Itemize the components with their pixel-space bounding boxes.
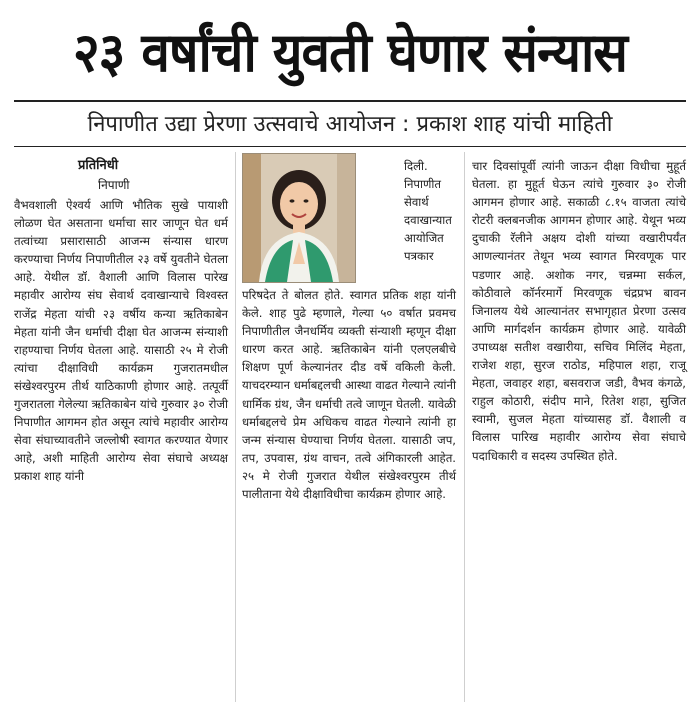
article-column-1 — [14, 196, 228, 486]
column-2-text: परिषदेत ते बोलत होते. स्वागत प्रतिक शहा यांनी केले. शाह पुढे म्हणाले, गेल्या ५० वर्षात प्रवमच निपाणीतील जैनधर्मिय व्यक्ती संन्याशी म्हणून दीक्षा धारण करत आहे. ऋतिकाबेन यांनी एलएलबीचे शिक्षण पूर्ण केल्यानंतर दीड वर्षे वकिली केली. याचदरम्यान धर्माबद्दलची आस्था वाढत गेल्याने त्यांनी धार्मिक ग्रंथ, जैन धर्माची तत्वे जाणून घेतली. यावेळी धर्माबद्दलचे प्रेम अधिकच वाढत गेल्याने त्यांनी हा जन्म संन्यास घेण्याचा निर्णय घेतला. यासाठी जप, तप, उपवास, ग्रंथ वाचन, तत्वे अंगिकारली आहेत. २५ मे रोजी गुजरात येथील संखेश्वरपुरम तीर्थ पालीताना येथे दीक्षाविधीचा कार्यक्रम होणार आहे. — [242, 288, 456, 502]
subheadline-rule — [14, 146, 686, 147]
article-column-2-top — [404, 157, 464, 266]
portrait-photo-icon — [243, 154, 355, 282]
column-2-top-text: दिली. निपाणीत सेवार्थ दवाखान्यात आयोजित पत्रकार — [404, 159, 452, 264]
column-divider-1 — [235, 152, 236, 702]
byline-reporter: प्रतिनिधी — [78, 158, 119, 173]
column-divider-2 — [464, 152, 465, 702]
article-column-3 — [472, 157, 686, 465]
headline: २३ वर्षांची युवती घेणार संन्यास — [72, 21, 628, 84]
subheadline: निपाणीत उद्या प्रेरणा उत्सवाचे आयोजन : प्रकाश शाह यांची माहिती — [87, 112, 613, 137]
column-1-text: वैभवशाली ऐश्वर्य आणि भौतिक सुखे पायाशी लोळण घेत असताना धर्माचा सार जाणून घेत धर्म तत्वांच्या प्रसारासाठी आजन्म संन्यास धारण करण्याचा निर्णय निपाणीतील २३ वर्षे युवतीने घेतला आहे. येथील डॉ. वैशाली आणि विलास पारेख महावीर आरोग्य संघ सेवार्थ दवाखान्याचे विश्वस्त राजेंद्र मेहता यांची २३ वर्षीय कन्या ऋतिकाबेन मेहता यांनी जैन धर्माची दीक्षा घेत आजन्म संन्याशी राहण्याचा निर्णय घेतला आहे. यासाठी २५ मे रोजी त्यांचा दीक्षाविधी कार्यक्रम गुजरातमधील संखेश्वरपुरम तीर्थ याठिकाणी होणार आहे. तत्पूर्वी गुजरातला गेलेल्या ऋतिकाबेन यांचे गुरुवार ३० रोजी निपाणीत आगमन होत असून त्यांचे महावीर आरोग्य सेवा संघाच्यावतीने जल्लोषी स्वागत करण्यात येणार आहे, अशी माहिती आरोग्य सेवा संघाचे अध्यक्ष प्रकाश शाह यांनी — [14, 198, 228, 484]
headline-rule — [14, 100, 686, 102]
article-column-2 — [242, 286, 456, 503]
portrait-photo — [242, 153, 356, 283]
column-3-text: चार दिवसांपूर्वी त्यांनी जाऊन दीक्षा विधीचा मुहूर्त घेतला. हा मुहूर्त घेऊन त्यांचे गुरुवार ३० रोजी आगमन होणार आहे. सकाळी ८.१५ वाजता त्यांचे रोटरी क्लबनजीक आगमन होणार आहे. येथून भव्य दुचाकी रॅलीने अक्षय दोशी यांच्या वखारीपर्यंत आणल्यानंतर तेथून भव्य स्वागत मिरवणूक पार पडणार आहे. अशोक नगर, चन्नम्मा सर्कल, कोठीवाले कॉर्नरमार्गे मिरवणूक चंद्रप्रभ बावन जिनालय येथे आल्यानंतर सभागृहात प्रेरणा उत्सव आणि मार्गदर्शन कार्यक्रम होणार आहे. यावेळी उपाध्यक्ष सतीश वखारीया, सचिव मिलिंद मेहता, राजेश शहा, सुरज राठोड, महिपाल शहा, राजू मेहता, जवाहर शहा, बसवराज जडी, वैभव कंगळे, राहुल कोठारी, संदीप माने, रितेश शहा, सुजित स्वामी, सुजल मेहता यांच्यासह डॉ. वैशाली व विलास पारिख महावीर आरोग्य सेवा संघाचे पदाधिकारी व सदस्य उपस्थित होते. — [472, 159, 686, 463]
byline-location: निपाणी — [98, 178, 130, 192]
